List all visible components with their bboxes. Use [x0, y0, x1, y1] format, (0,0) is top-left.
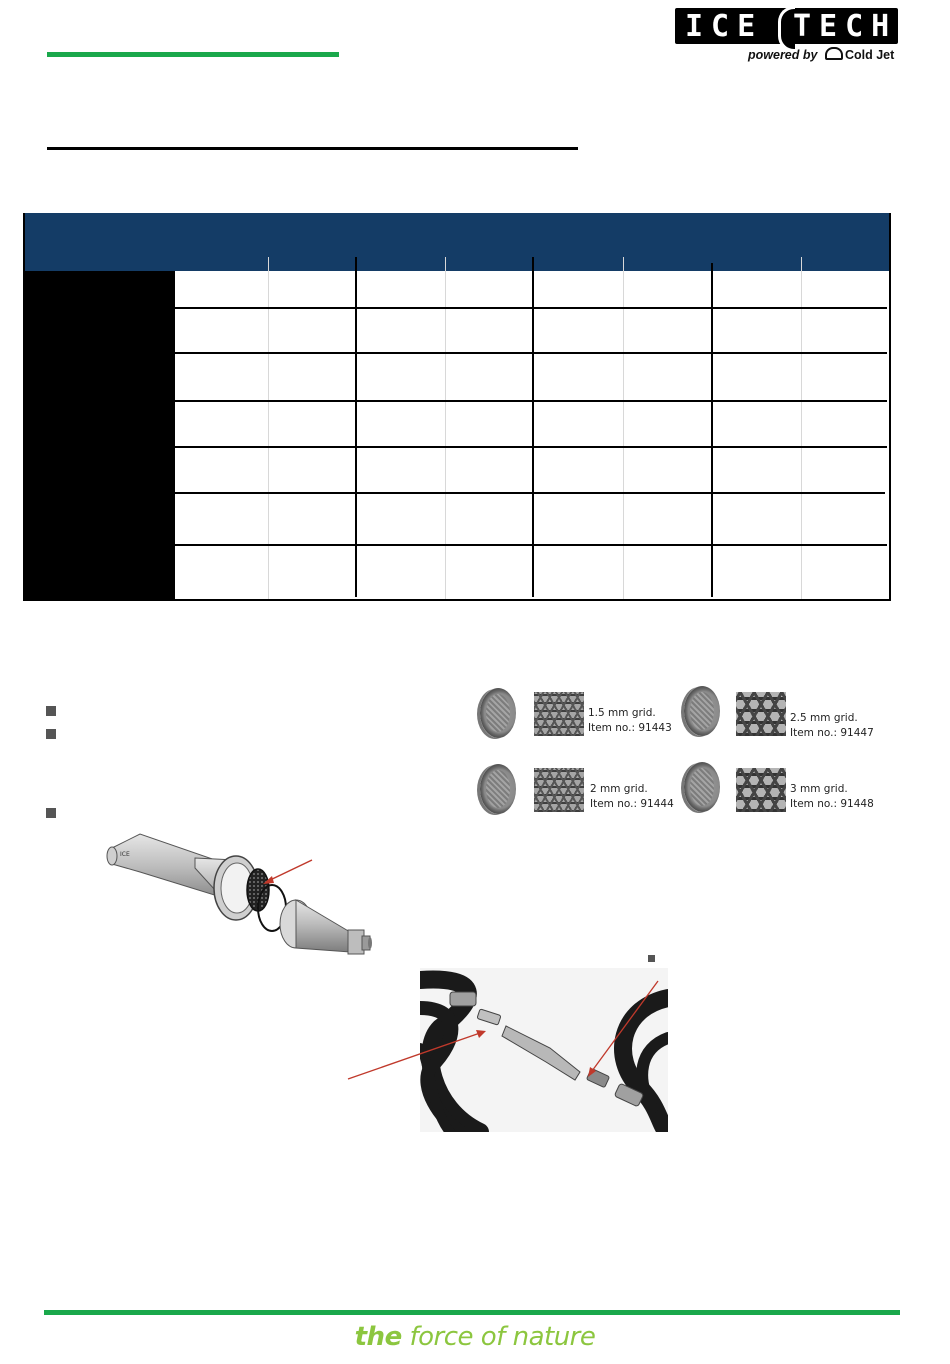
grid-label: 1.5 mm grid.	[588, 707, 656, 719]
tagline-bold: the	[354, 1322, 402, 1352]
grid-disc-icon	[684, 762, 720, 812]
spec-table	[23, 213, 889, 601]
logo-text-tech: TECH	[793, 9, 898, 44]
partner-name: Cold Jet	[844, 48, 895, 62]
grid-item-number: Item no.: 91444	[590, 798, 674, 810]
grid-label: 3 mm grid.	[790, 783, 848, 795]
footer-tagline	[0, 1322, 950, 1352]
annotation-arrows	[340, 975, 670, 1085]
footer-accent-bar	[44, 1310, 900, 1315]
logo-powered-by	[748, 47, 894, 62]
table-frame	[23, 213, 891, 601]
grid-label: 2 mm grid.	[590, 783, 648, 795]
grid-mesh-icon	[534, 768, 584, 812]
polar-bear-icon	[825, 47, 843, 60]
bullet-marker	[46, 729, 56, 739]
grid-item-number: Item no.: 91448	[790, 798, 874, 810]
powered-by-text: powered by	[748, 48, 818, 62]
nozzle-grid-assembly-illustration	[100, 820, 390, 980]
grid-mesh-icon	[736, 768, 786, 812]
table-row-divider	[175, 400, 887, 402]
grid-mesh-icon	[736, 692, 786, 736]
grid-disc-icon	[480, 688, 516, 738]
tagline-rest: force of nature	[401, 1322, 596, 1352]
header-accent-bar	[47, 52, 339, 57]
svg-text:ICE: ICE	[120, 851, 130, 858]
grid-item-number: Item no.: 91443	[588, 722, 672, 734]
logo-text-ice: ICE	[685, 9, 764, 44]
grid-mesh-icon	[534, 692, 584, 736]
grid-disc-icon	[684, 686, 720, 736]
table-row-divider	[175, 307, 887, 309]
grid-item-number: Item no.: 91447	[790, 727, 874, 739]
table-row-divider	[175, 544, 887, 546]
title-underline	[47, 147, 578, 150]
grid-disc-icon	[480, 764, 516, 814]
table-row-divider	[175, 492, 885, 494]
bullet-marker	[46, 706, 56, 716]
grid-label: 2.5 mm grid.	[790, 712, 858, 724]
table-row-divider	[175, 352, 887, 354]
bullet-marker	[648, 955, 655, 962]
icetech-logo	[675, 8, 900, 66]
grid-options-image	[470, 684, 890, 819]
table-row-divider	[175, 446, 887, 448]
table-col-divider	[711, 263, 713, 597]
bullet-marker	[46, 808, 56, 818]
